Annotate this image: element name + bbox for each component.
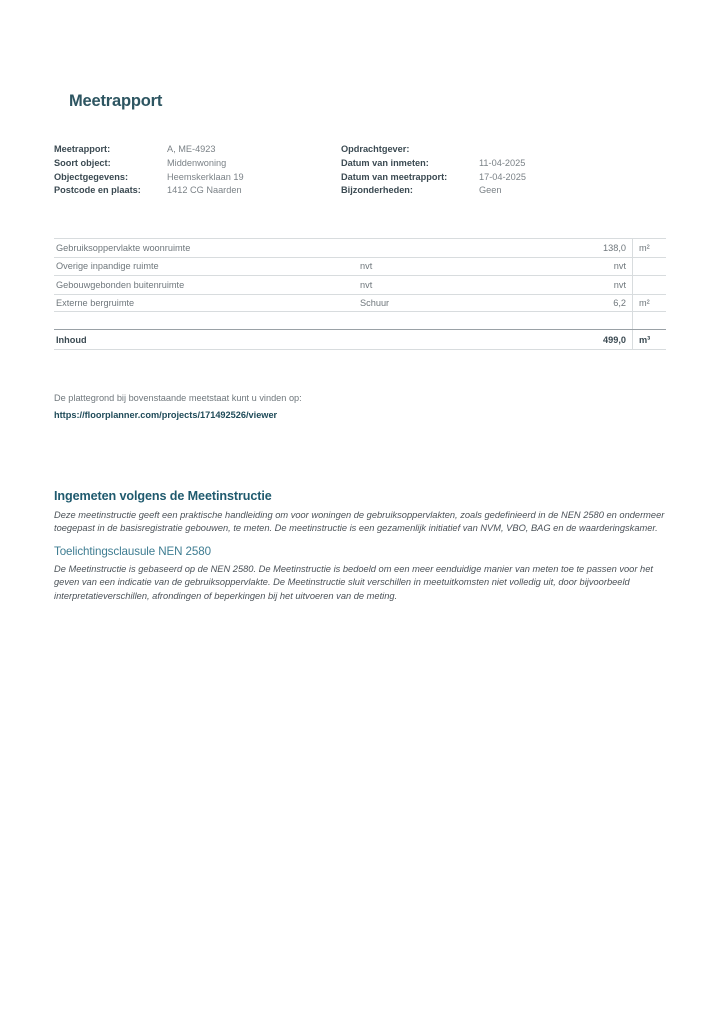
total-label: Inhoud <box>56 334 87 345</box>
metadata-row <box>341 157 651 171</box>
row-label: Externe bergruimte <box>56 298 135 309</box>
table-row <box>54 275 666 294</box>
section-heading: Ingemeten volgens de Meetinstructie <box>54 489 272 503</box>
row-detail: nvt <box>360 279 373 290</box>
table-spacer-row <box>54 312 666 329</box>
section-subheading: Toelichtingsclausule NEN 2580 <box>54 544 211 558</box>
metadata-row <box>341 143 651 157</box>
metadata-row <box>341 171 651 185</box>
table-row <box>54 238 666 257</box>
metadata-row <box>54 184 344 198</box>
metadata-value: A, ME-4923 <box>167 144 216 154</box>
total-unit: m³ <box>632 330 666 349</box>
section-body: Deze meetinstructie geeft een praktische handleiding om voor woningen de gebruiksoppervlakten, zoals gedefinieerd in de NEN 2580 en ondermeer toegepast in de basisregistratie gebouwen, te meten. De meetinstructie is een gezamenlijk initiatief van NVM, VBO, BAG en de waarderingskamer. <box>54 510 665 534</box>
measurement-table <box>54 238 666 350</box>
row-label: Gebouwgebonden buitenruimte <box>56 279 185 290</box>
metadata-value: 17-04-2025 <box>479 171 526 182</box>
metadata-row <box>341 184 651 198</box>
row-unit: m² <box>632 295 666 312</box>
metadata-value: Middenwoning <box>167 157 227 168</box>
row-value: nvt <box>613 261 626 272</box>
page-title: Meetrapport <box>69 92 163 110</box>
floorplan-link-intro: De plattegrond bij bovenstaande meetstaat kunt u vinden op: <box>54 393 302 403</box>
row-value: nvt <box>613 279 626 290</box>
row-value: 6,2 <box>613 298 626 309</box>
row-detail: nvt <box>360 261 373 272</box>
metadata-label: Opdrachtgever: <box>341 144 410 154</box>
metadata-column-left <box>54 143 344 198</box>
row-unit <box>632 276 666 294</box>
floorplan-link[interactable]: https://floorplanner.com/projects/171492526/viewer <box>54 410 278 420</box>
table-row <box>54 294 666 313</box>
metadata-label: Datum van inmeten: <box>341 157 429 168</box>
metadata-value: 11-04-2025 <box>479 157 526 168</box>
metadata-label: Objectgegevens: <box>54 171 129 182</box>
metadata-column-right <box>341 143 651 198</box>
metadata-label: Meetrapport: <box>54 144 111 154</box>
section-body: De Meetinstructie is gebaseerd op de NEN 2580. De Meetinstructie is bedoeld om een meer eenduidige manier van meten toe te passen voor het geven van een indicatie van de gebruiksoppervlakte. De Meetinstructie sluit verschillen in meetuitkomsten niet volledig uit, door bijvoorbeeld interpretatieverschillen, afrondingen of beperkingen bij het uitvoeren van de meting. <box>54 563 653 601</box>
metadata-label: Postcode en plaats: <box>54 185 141 196</box>
metadata-label: Datum van meetrapport: <box>341 171 448 182</box>
metadata-row <box>54 157 344 171</box>
row-unit <box>632 258 666 276</box>
row-unit: m² <box>632 239 666 257</box>
metadata-value: 1412 CG Naarden <box>167 185 242 196</box>
metadata-label: Bijzonderheden: <box>341 185 413 196</box>
row-unit <box>632 312 666 329</box>
row-label: Gebruiksoppervlakte woonruimte <box>56 242 191 253</box>
table-row <box>54 257 666 276</box>
metadata-value: Geen <box>479 185 502 196</box>
row-value: 138,0 <box>603 242 626 253</box>
row-detail: Schuur <box>360 298 390 309</box>
metadata-label: Soort object: <box>54 157 111 168</box>
metadata-row <box>54 171 344 185</box>
metadata-value: Heemskerklaan 19 <box>167 171 244 182</box>
metadata-row <box>54 143 344 157</box>
row-label: Overige inpandige ruimte <box>56 261 159 272</box>
floorplan-link-block <box>54 390 302 423</box>
section-meetinstructie <box>54 489 666 603</box>
total-value: 499,0 <box>603 334 626 345</box>
table-total-row <box>54 329 666 350</box>
